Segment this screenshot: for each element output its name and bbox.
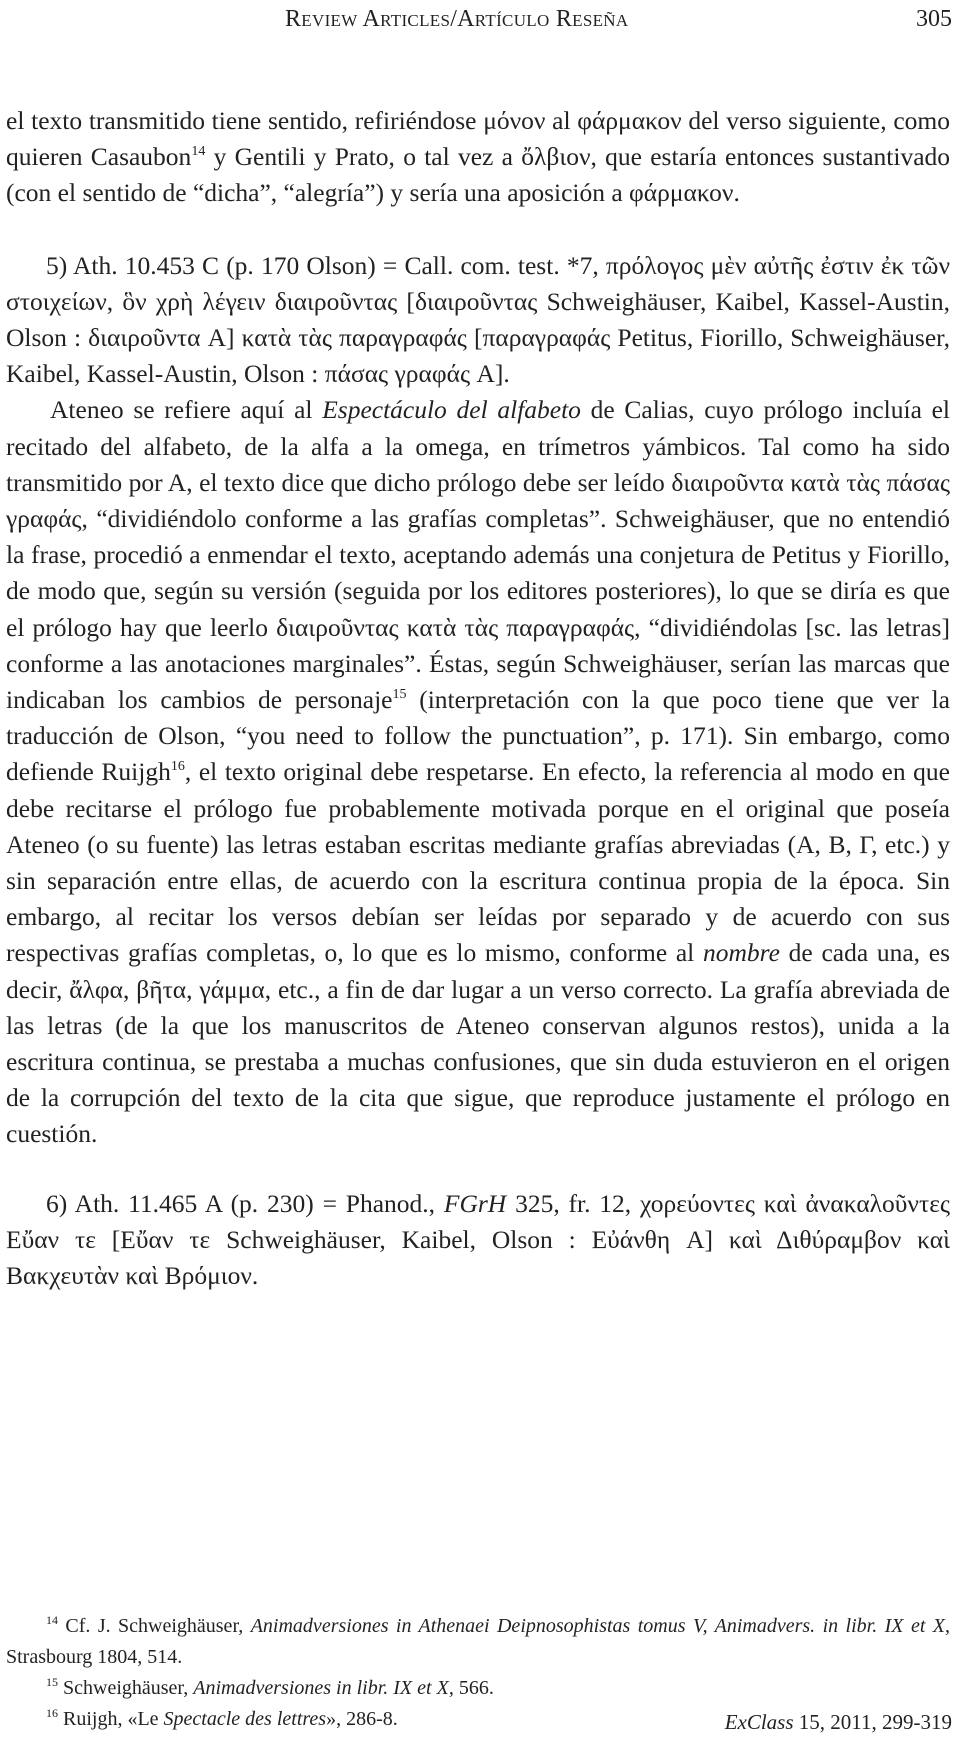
text-run: , “dividiéndolas [sc. las letras] conforme a las anotaciones marginales”. Éstas, según Schweighäuser, serían las marcas que indicaban los cambios de personaje [6, 612, 950, 715]
running-header [0, 6, 960, 42]
paragraph-continuation [6, 103, 950, 212]
greek-quote: διαιροῦντα κατὰ τὰς πάσας γραφάς [6, 467, 950, 534]
footnote-italic: Animadversiones in Athenaei Deipnosophistas tomus V, Animadvers. in libr. IX et X [250, 1615, 946, 1637]
footnote-text: , Strasbourg 1804, 514. [6, 1615, 951, 1668]
journal-citation: 15, 2011, 299-319 [793, 1710, 952, 1734]
greek-quote: χορεύοντες καὶ ἀνακαλοῦντες Εὔαν τε [6, 1188, 951, 1254]
footnote-text: Schweighäuser, [58, 1677, 194, 1699]
journal-name: ExClass [724, 1710, 794, 1734]
footnote-ref-16[interactable]: 16 [170, 759, 185, 775]
italic-term: nombre [702, 938, 780, 968]
apparatus: [ [95, 1224, 121, 1254]
greek-quote: κατὰ τὰς παραγραφάς [241, 323, 467, 353]
greek-term: Εὐάνθη [591, 1224, 671, 1254]
spacer [6, 1153, 950, 1186]
apparatus: [ [466, 323, 483, 353]
footnote-italic: Spectacle des lettres [163, 1708, 327, 1730]
apparatus: [ [397, 286, 415, 316]
text-run: de Calias, cuyo prólogo incluía el recitado del alfabeto, de la alfa a la omega, en trímetros yámbicos. Tal como ha sido transmitido por A, el texto dice que dicho prólogo debe ser leído [6, 395, 950, 497]
greek-term: φάρμακον [629, 178, 734, 208]
text-run: , “dividiéndolo conforme a las grafías completas”. Schweighäuser, que no entendió la frase, procedió a enmendar el texto, aceptando además una conjetura de Petitus y Fiorillo, de modo que, según su versión (seguida por los editores posteriores), lo que se diría es que el prólogo hay que leerlo [6, 504, 950, 642]
footnote-text: Cf. J. Schweighäuser, [58, 1615, 251, 1637]
greek-term: διαιροῦντα [88, 323, 201, 353]
text-run: (interpretación con la que poco tiene que ver la traducción de Olson, “you need to follow the punctuation”, p. 171). Sin embargo, como defiende Ruijgh [6, 685, 951, 787]
footnote-text: , 566. [448, 1677, 494, 1699]
running-title: Review Articles/Artículo Reseña [285, 6, 629, 32]
greek-term: Εὔαν τε [120, 1224, 211, 1254]
spacer [6, 212, 950, 248]
greek-quote: πρόλογος μὲν αὐτῆς ἐστιν ἐκ τῶν στοιχείων, ὃν χρὴ λέγειν διαιροῦντας [6, 250, 950, 316]
footnote-text: », 286-8. [326, 1708, 398, 1730]
footnote-number: 14 [46, 1613, 58, 1627]
entry-reference: 325, fr. 12, [506, 1188, 641, 1218]
text-run: del verso siguiente, como quieren Casaubon [6, 106, 950, 172]
footnote-text: Ruijgh, «Le [58, 1708, 164, 1730]
main-text [6, 103, 950, 1294]
page-number: 305 [916, 6, 952, 32]
italic-title: FGrH [443, 1188, 507, 1218]
apparatus: A] [670, 1224, 729, 1254]
footnote-14 [6, 1611, 950, 1673]
footnote-number: 15 [46, 1675, 58, 1689]
greek-term: φάρμακον [577, 106, 682, 135]
footnote-ref-14[interactable]: 14 [191, 144, 206, 160]
footnote-number: 16 [46, 1706, 58, 1720]
footnote-italic: Animadversiones in libr. IX et X [193, 1677, 449, 1699]
greek-term: παραγραφάς [482, 323, 611, 353]
journal-footer [725, 1710, 952, 1735]
text-run: Ateneo se refiere aquí al [50, 395, 323, 425]
apparatus: A] [200, 323, 242, 353]
text-run: de cada una, es decir, [6, 938, 950, 1004]
greek-quote: διαιροῦντας κατὰ τὰς παραγραφάς [276, 612, 635, 642]
apparatus: Petitus, Fiorillo, Schweighäuser, Kaibel, Kassel-Austin, Olson : [6, 323, 950, 389]
apparatus: Schweighäuser, Kaibel, Olson : [210, 1224, 592, 1254]
apparatus: Schweighäuser, Kaibel, Kassel-Austin, Olson : [6, 286, 950, 353]
entry-6 [6, 1186, 950, 1295]
paragraph-commentary [6, 392, 950, 1152]
greek-term: ὄλβιον [521, 142, 591, 172]
text-run: , que estaría entonces sustantivado (con el sentido de “dicha”, “alegría”) y sería una aposición a [6, 142, 951, 208]
footnote-ref-15[interactable]: 15 [392, 687, 407, 703]
entry-reference: 5) Ath. 10.453 C (p. 170 Olson) = Call. com. test. *7, [46, 250, 606, 280]
greek-term: πάσας γραφάς [324, 359, 471, 389]
text-run: , el texto original debe respetarse. En efecto, la referencia al modo en que debe recitarse el prólogo fue probablemente motivada porque en el original que poseía Ateneo (o su fuente) las letras estaban escritas mediante grafías abreviadas (A, B, Γ, etc.) y sin separación entre ellas, de acuerdo con la escritura continua propia de la época. Sin embargo, al recitar los versos debían ser leídas por separado y de acuerdo con sus respectivas grafías completas, o, lo que es lo mismo, conforme al [6, 757, 950, 968]
apparatus: . [251, 1261, 259, 1291]
greek-term: μόνον [483, 106, 546, 135]
greek-quote: καὶ Διθύραμβον καὶ Βακχευτὰν καὶ Βρόμιον [6, 1224, 950, 1291]
footnote-15 [6, 1673, 950, 1704]
entry-5 [6, 248, 950, 393]
italic-title: Espectáculo del alfabeto [322, 395, 581, 425]
text-run: . [733, 178, 740, 208]
text-run: y Gentili y Prato, o tal vez a [205, 142, 522, 172]
text-run: , etc., a fin de dar lugar a un verso correcto. La grafía abreviada de las letras (de la que los manuscritos de Ateneo conservan algunos restos), unida a la escritura continua, se prestaba a muchas confusiones, que sin duda estuvieron en el origen de la corrupción del texto de la cita que sigue, que reproduce justamente el prólogo en cuestión. [6, 974, 950, 1149]
text-run: el texto transmitido tiene sentido, refiriéndose [6, 106, 484, 135]
entry-reference: 6) Ath. 11.465 A (p. 230) = Phanod., [46, 1188, 444, 1218]
greek-quote: ἄλφα, βῆτα, γάμμα [69, 974, 265, 1004]
text-run: al [545, 106, 578, 135]
greek-term: διαιροῦντας [414, 286, 538, 316]
apparatus: A]. [470, 359, 510, 389]
